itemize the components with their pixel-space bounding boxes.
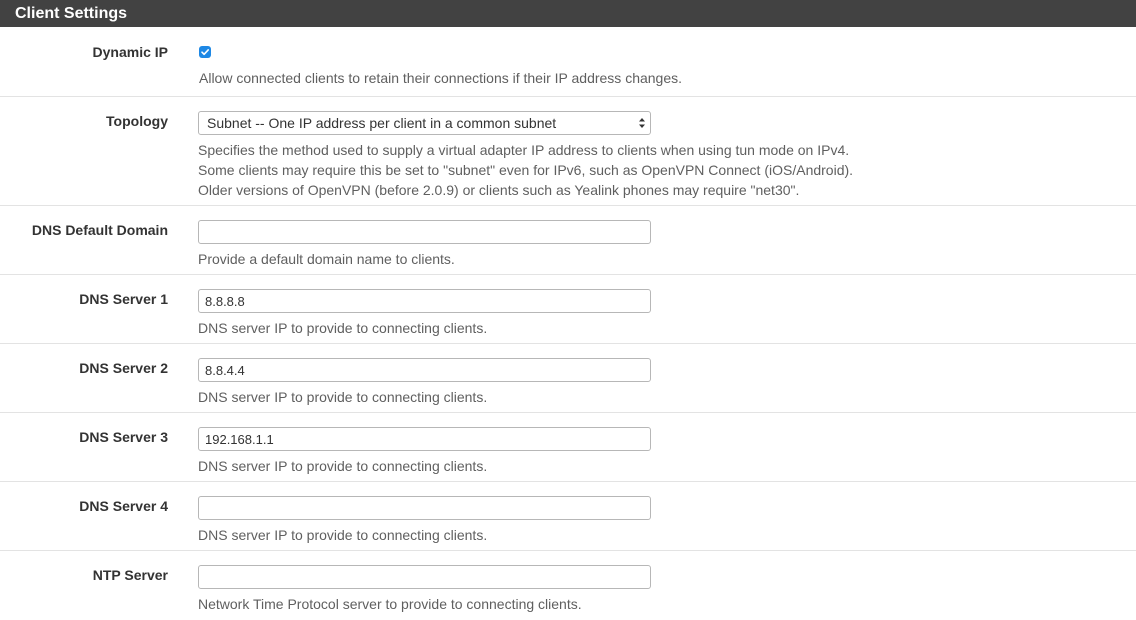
dynamic-ip-label: Dynamic IP: [92, 44, 168, 60]
dns-server-3-input[interactable]: [198, 427, 651, 451]
topology-select[interactable]: [198, 111, 651, 135]
topology-help-line: Older versions of OpenVPN (before 2.0.9) or clients such as Yealink phones may require "net30".: [198, 182, 800, 198]
panel-title: Client Settings: [0, 0, 1136, 27]
dns-server-4-help: DNS server IP to provide to connecting clients.: [198, 527, 488, 543]
dns-server-4-input[interactable]: [198, 496, 651, 520]
topology-row: [0, 97, 1136, 206]
ntp-server-label: NTP Server: [92, 567, 168, 583]
dynamic-ip-checkbox[interactable]: [199, 46, 211, 58]
ntp-server-input[interactable]: [198, 565, 651, 589]
dns-server-4-label: DNS Server 4: [79, 498, 168, 514]
dns-server-3-help: DNS server IP to provide to connecting clients.: [198, 458, 488, 474]
dns-server-2-input[interactable]: [198, 358, 651, 382]
dns-server-2-label: DNS Server 2: [79, 360, 168, 376]
dns-default-domain-help: Provide a default domain name to clients.: [198, 251, 455, 267]
ntp-server-help: Network Time Protocol server to provide to connecting clients.: [198, 596, 582, 612]
select-arrows-icon: [638, 115, 646, 131]
dns-server-4-row: [0, 482, 1136, 551]
dns-default-domain-label: DNS Default Domain: [31, 222, 168, 238]
dns-server-2-row: [0, 344, 1136, 413]
dns-server-2-help: DNS server IP to provide to connecting clients.: [198, 389, 488, 405]
dns-server-1-input[interactable]: [198, 289, 651, 313]
dns-server-1-help: DNS server IP to provide to connecting clients.: [198, 320, 488, 336]
dynamic-ip-help: Allow connected clients to retain their connections if their IP address changes.: [199, 70, 683, 86]
dns-server-3-label: DNS Server 3: [79, 429, 168, 445]
checkmark-icon: [199, 46, 211, 58]
dns-server-3-row: [0, 413, 1136, 482]
dynamic-ip-row: [0, 27, 1136, 97]
topology-label: Topology: [106, 113, 168, 129]
dns-server-1-row: [0, 275, 1136, 344]
dns-default-domain-row: [0, 206, 1136, 275]
topology-selected-value: Subnet -- One IP address per client in a common subnet: [207, 115, 557, 131]
dns-server-1-label: DNS Server 1: [79, 291, 168, 307]
topology-help-line: Some clients may require this be set to "subnet" even for IPv6, such as OpenVPN Connect (iOS/Android).: [198, 162, 854, 178]
topology-help: [198, 140, 853, 200]
dns-default-domain-input[interactable]: [198, 220, 651, 244]
ntp-server-row: [0, 551, 1136, 620]
topology-help-line: Specifies the method used to supply a virtual adapter IP address to clients when using tun mode on IPv4.: [198, 142, 850, 158]
